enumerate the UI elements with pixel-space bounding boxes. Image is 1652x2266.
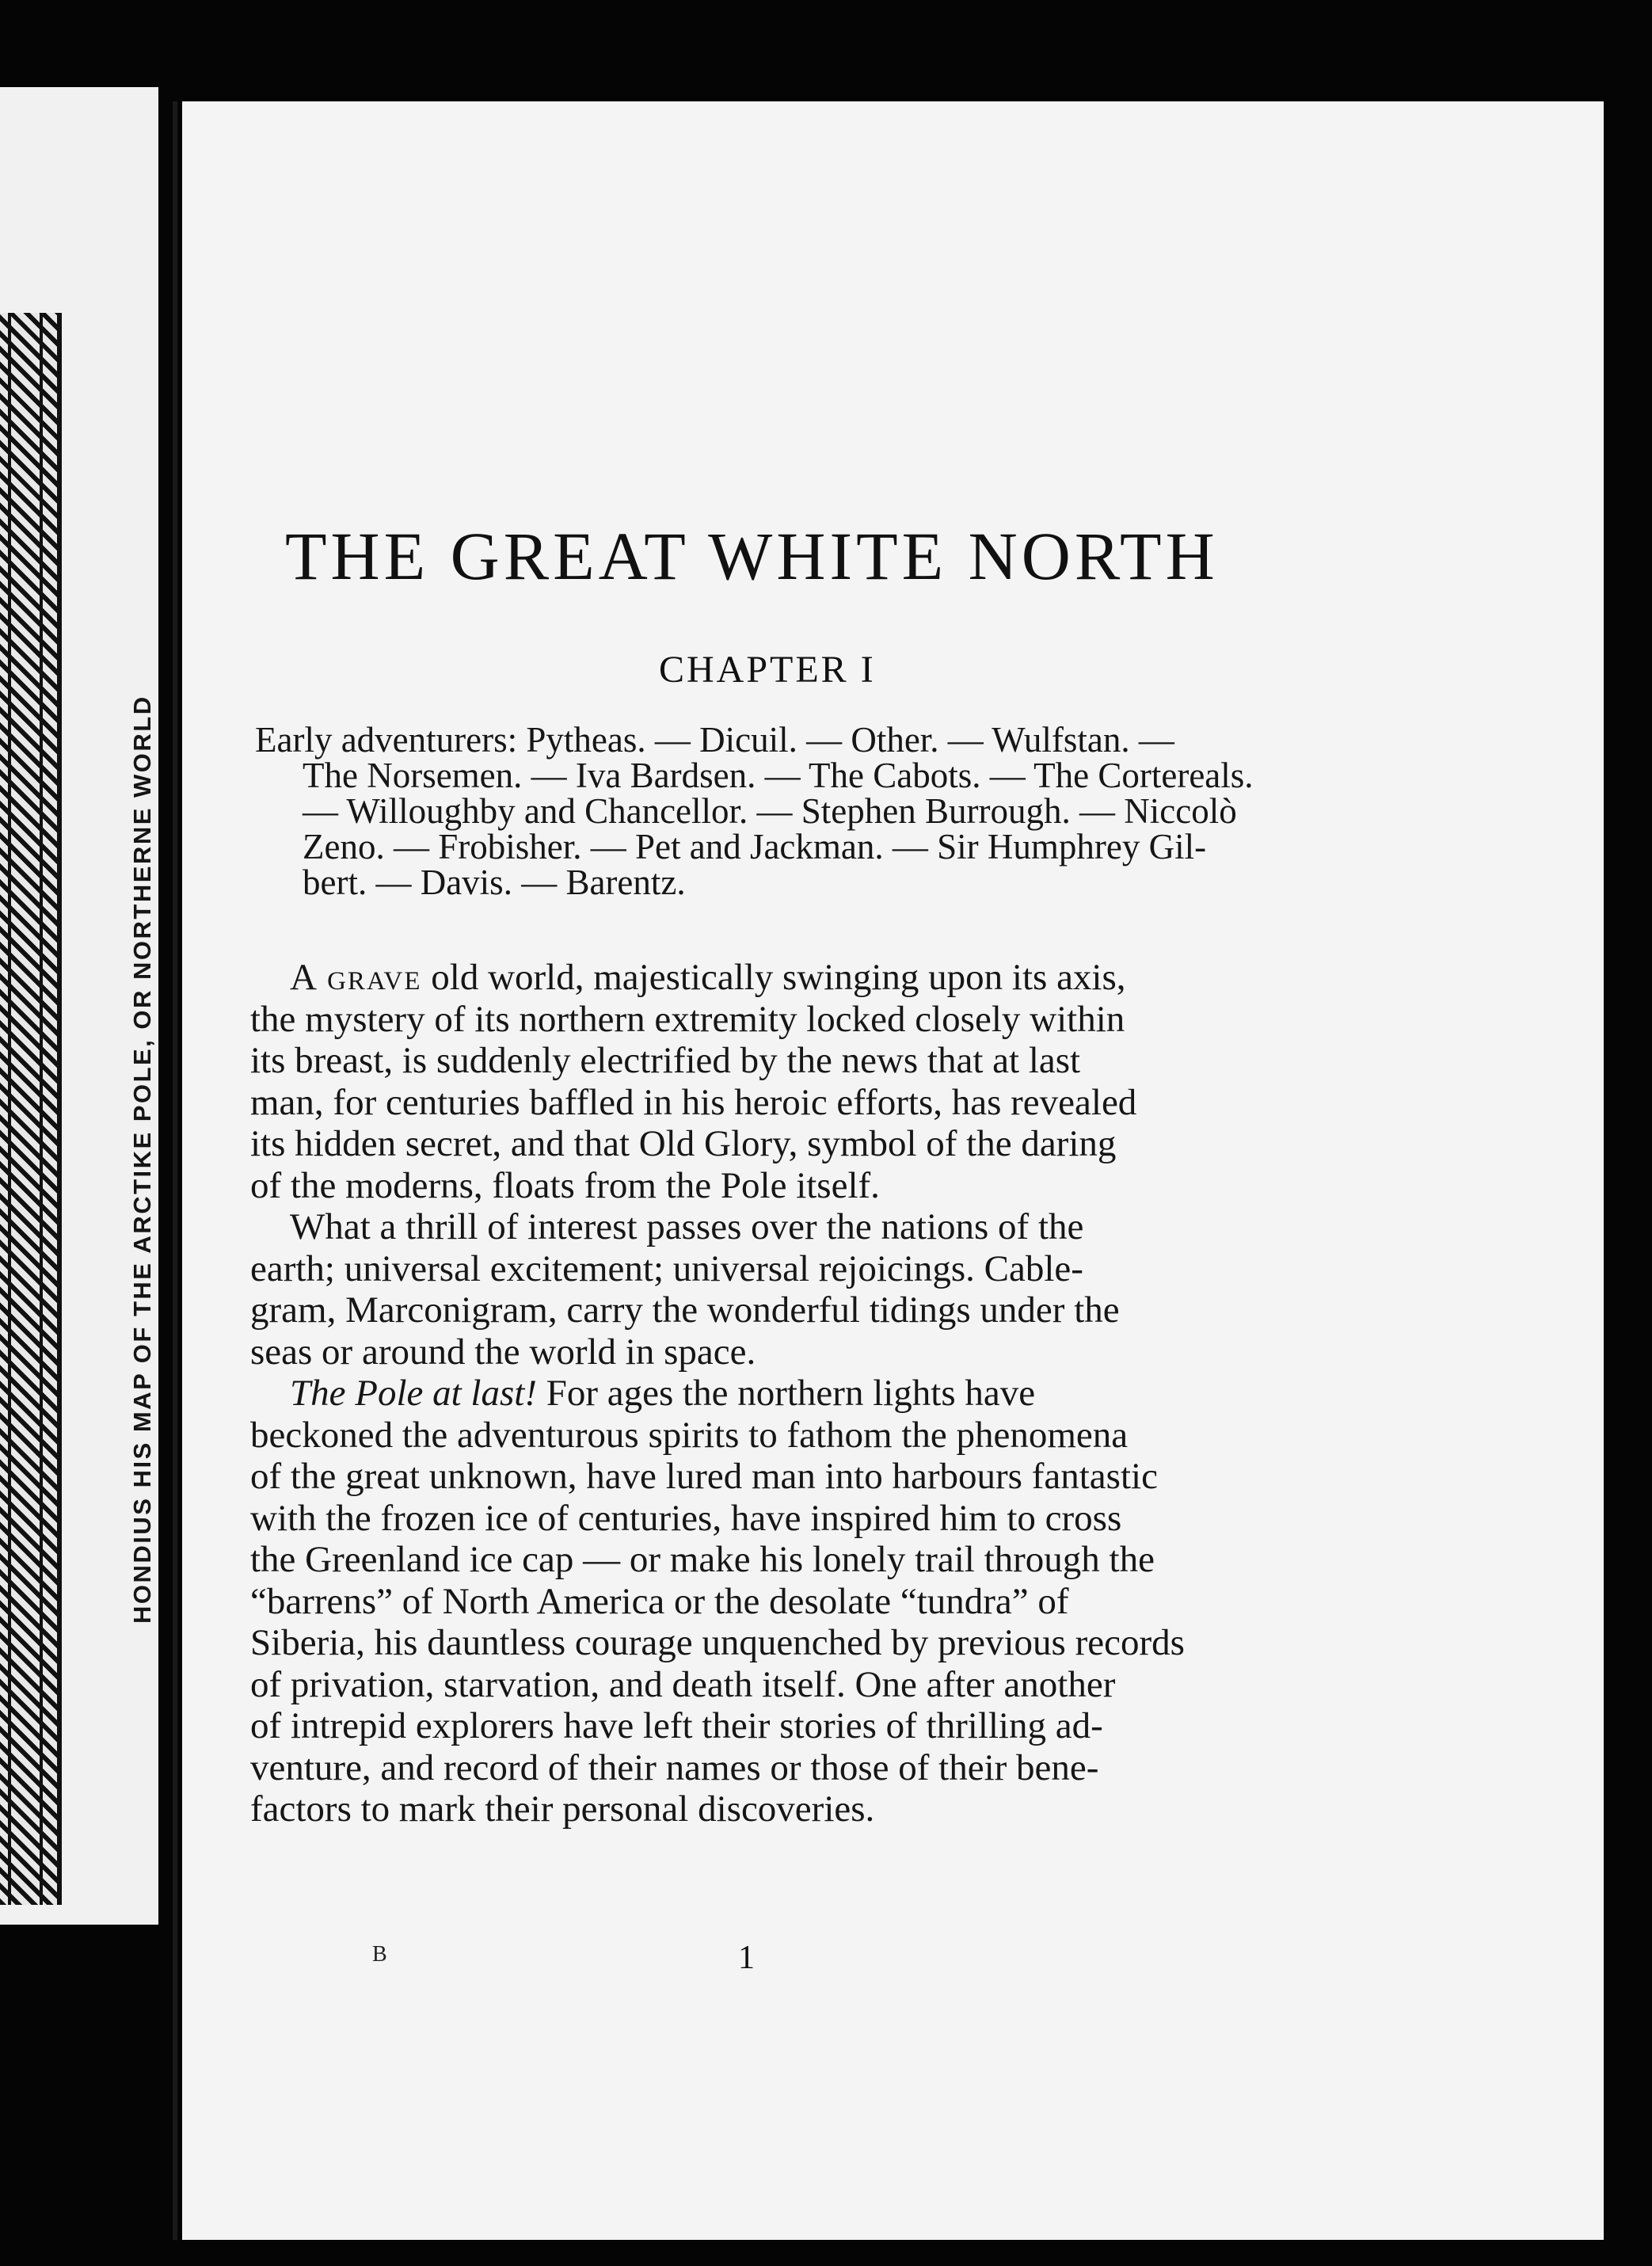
signature-mark: B [372, 1942, 387, 1967]
body-line: of the moderns, floats from the Pole itself. [250, 1164, 880, 1206]
body-line: earth; universal excitement; universal rejoicings. Cable- [250, 1247, 1083, 1289]
body-line-text: old world, majestically swinging upon its axis, [421, 957, 1126, 998]
chapter-heading: CHAPTER I [659, 649, 876, 691]
body-line: “barrens” of North America or the desolate “tundra” of [250, 1580, 1069, 1622]
page-number: 1 [738, 1940, 755, 1976]
body-line: its hidden secret, and that Old Glory, symbol of the daring [250, 1123, 1117, 1164]
body-line: Siberia, his dauntless courage unquenched by previous records [250, 1622, 1185, 1663]
body-line: of intrepid explorers have left their stories of thrilling ad- [250, 1705, 1103, 1746]
body-line: the Greenland ice cap — or make his lonely trail through the [250, 1539, 1155, 1580]
synopsis-line: bert. — Davis. — Barentz. [303, 863, 686, 902]
page-spine [173, 101, 177, 2240]
chapter-synopsis [255, 722, 1308, 901]
italic-phrase: The Pole at last! [290, 1373, 537, 1414]
body-line: gram, Marconigram, carry the wonderful tidings under the [250, 1289, 1120, 1331]
body-line: with the frozen ice of centuries, have inspired him to cross [250, 1497, 1122, 1539]
body-line: What a thrill of interest passes over the nations of the [290, 1206, 1084, 1247]
body-line: seas or around the world in space. [250, 1331, 756, 1373]
body-line: of privation, starvation, and death itself. One after another [250, 1663, 1116, 1705]
body-line: of the great unknown, have lured man into harbours fantastic [250, 1456, 1158, 1497]
map-border-line [40, 313, 43, 1905]
body-line: factors to mark their personal discoveries. [250, 1788, 875, 1830]
synopsis-line: Zeno. — Frobisher. — Pet and Jackman. — Sir Humphrey Gil- [303, 827, 1207, 866]
map-border-line [8, 313, 11, 1905]
body-line [250, 1373, 1311, 1415]
map-border-illustration [0, 313, 62, 1905]
body-line [250, 957, 1311, 999]
chapter-body [250, 957, 1311, 1830]
opening-small-caps: A grave [290, 957, 422, 998]
synopsis-line: — Willoughby and Chancellor. — Stephen Burrough. — Niccolò [303, 791, 1237, 831]
book-title: THE GREAT WHITE NORTH [285, 518, 1219, 594]
synopsis-line: The Norsemen. — Iva Bardsen. — The Cabots. — The Cortereals. [303, 756, 1254, 795]
synopsis-line: Early adventurers: Pytheas. — Dicuil. — Other. — Wulfstan. — [255, 720, 1174, 760]
body-line: beckoned the adventurous spirits to fathom the phenomena [250, 1414, 1129, 1456]
body-line: the mystery of its northern extremity locked closely within [250, 998, 1125, 1040]
body-line: its breast, is suddenly electrified by the news that at last [250, 1040, 1081, 1081]
body-line-text: For ages the northern lights have [537, 1373, 1036, 1414]
map-caption-vertical: HONDIUS HIS MAP OF THE ARCTIKE POLE, OR NORTHERNE WORLD [128, 695, 156, 1624]
body-line: man, for centuries baffled in his heroic efforts, has revealed [250, 1081, 1137, 1123]
body-line: venture, and record of their names or those of their bene- [250, 1746, 1099, 1788]
